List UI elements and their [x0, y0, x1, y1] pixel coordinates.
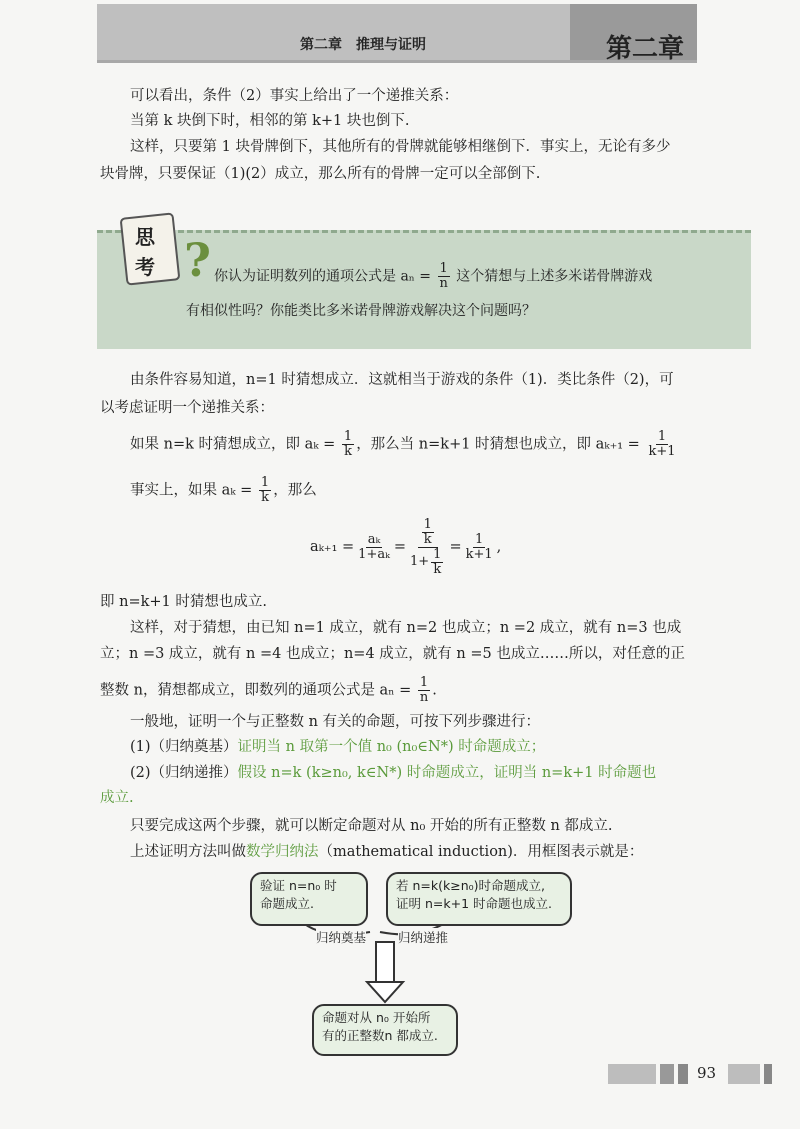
- frac-den: k+1: [648, 444, 676, 459]
- p8c-text: 整数 n，猜想都成立，即数列的通项公式是 aₙ =: [100, 682, 416, 699]
- think-line-1: [214, 262, 652, 291]
- fraction-1-over-n: [437, 262, 449, 291]
- paragraph-2: 当第 k 块倒下时，相邻的第 k+1 块也倒下.: [130, 113, 410, 129]
- frac-num: 1: [474, 531, 484, 547]
- think-text-1b: 这个猜想与上述多米诺骨牌游戏: [451, 268, 653, 285]
- page-number: 93: [697, 1064, 717, 1082]
- header-chapter: 第二章: [606, 34, 685, 64]
- fraction-1-over-k: [422, 518, 434, 547]
- footer-bar: [678, 1064, 688, 1084]
- box-step-line-2: 证明 n=k+1 时命题也成立.: [396, 896, 552, 911]
- paragraph-10: 只要完成这两个步骤，就可以断定命题对从 n₀ 开始的所有正整数 n 都成立.: [130, 818, 613, 834]
- box-conclusion-line-2: 有的正整数n 都成立.: [322, 1028, 438, 1043]
- one-plus: 1+: [409, 554, 430, 569]
- step-2-continued: 成立.: [100, 790, 134, 806]
- fraction-complex: [408, 518, 447, 577]
- frac-num: aₖ: [367, 531, 381, 547]
- p5-text-a: 如果 n=k 时猜想成立，即 aₖ =: [130, 436, 340, 453]
- term-mathematical-induction: 数学归纳法: [246, 844, 319, 860]
- fraction-1-over-k: [259, 476, 271, 505]
- footer-bar: [608, 1064, 656, 1084]
- paragraph-8b: 立；n =3 成立，就有 n =4 也成立；n=4 成立，就有 n =5 也成立……所以，对任意的正: [100, 646, 685, 662]
- comma: ,: [496, 539, 502, 555]
- fraction-1-over-k1: [464, 533, 495, 562]
- p11-text-a: 上述证明方法叫做: [130, 844, 246, 860]
- fraction-1-over-k: [342, 430, 354, 459]
- frac-num: 1: [419, 675, 429, 690]
- diagram-box-conclusion: [312, 1004, 458, 1056]
- step-2: [130, 763, 656, 783]
- frac-num: 1: [433, 546, 442, 562]
- paragraph-11: [130, 842, 643, 862]
- frac-den: 1+aₖ: [358, 546, 390, 562]
- diagram-label-step: 归纳递推: [398, 930, 449, 945]
- p6-text-a: 事实上，如果 aₖ =: [130, 482, 257, 499]
- footer-bar: [660, 1064, 674, 1084]
- box-step-line-1: 若 n=k(k≥n₀)时命题成立,: [396, 878, 545, 893]
- frac-den: k: [344, 444, 352, 459]
- box-base-line-2: 命题成立.: [260, 896, 314, 911]
- frac-num: 1: [423, 516, 432, 532]
- p11-text-b: （mathematical induction)．用框图表示就是：: [318, 844, 644, 860]
- svg-text:?: ?: [184, 233, 211, 287]
- step-2-text: 假设 n=k (k≥n₀, k∈N*) 时命题成立，证明当 n=k+1 时命题也: [237, 765, 657, 781]
- step-1-text: 证明当 n 取第一个值 n₀ (n₀∈N*) 时命题成立；: [237, 739, 546, 755]
- diagram-box-step: [386, 872, 572, 926]
- paragraph-9: 一般地，证明一个与正整数 n 有关的命题，可按下列步骤进行：: [130, 714, 541, 730]
- think-title: 思考: [135, 225, 155, 279]
- frac-den: [408, 548, 447, 577]
- frac-den: n: [439, 276, 448, 291]
- fraction-ak: [356, 533, 392, 562]
- paragraph-8a: 这样，对于猜想，由已知 n=1 成立，就有 n=2 也成立；n =2 成立，就有 n=3 也成: [130, 620, 682, 636]
- footer-bar: [728, 1064, 760, 1084]
- frac-den: k+1: [465, 546, 493, 562]
- p6-text-b: ，那么: [273, 482, 317, 499]
- frac-den: k: [261, 490, 269, 505]
- p5-text-b: ，那么当 n=k+1 时猜想也成立，即 aₖ₊₁ =: [356, 436, 645, 453]
- diagram-label-base: 归纳奠基: [316, 930, 367, 945]
- paragraph-7: 即 n=k+1 时猜想也成立.: [100, 594, 267, 610]
- fraction-1-over-k1: [646, 430, 677, 459]
- box-conclusion-line-1: 命题对从 n₀ 开始所: [322, 1010, 431, 1025]
- frac-num: 1: [343, 429, 353, 444]
- think-line-2: 有相似性吗？你能类比多米诺骨牌游戏解决这个问题吗？: [186, 303, 536, 319]
- box-base-line-1: 验证 n=n₀ 时: [260, 878, 337, 893]
- equals-sign: =: [449, 539, 462, 555]
- paragraph-3b: 块骨牌，只要保证（1)(2）成立，那么所有的骨牌一定可以全部倒下.: [100, 166, 541, 182]
- fraction-1-over-k: [431, 548, 443, 577]
- fraction-1-over-n: [418, 676, 430, 705]
- frac-num: 1: [260, 475, 270, 490]
- footer-bar: [764, 1064, 772, 1084]
- frac-den: n: [419, 690, 429, 705]
- paragraph-8c: 整数 n，猜想都成立，即数列的通项公式是 aₙ = $\frac{1}{n}$ .: [100, 675, 437, 705]
- frac-den: k: [423, 531, 432, 547]
- frac-num: 1: [439, 261, 448, 276]
- header-subtitle: 第二章 推理与证明: [300, 37, 426, 53]
- frac-num: 1: [657, 429, 667, 444]
- paragraph-3a: 这样，只要第 1 块骨牌倒下，其他所有的骨牌就能够相继倒下．事实上，无论有多少: [130, 139, 671, 155]
- paragraph-4b: 以考虑证明一个递推关系：: [100, 400, 274, 416]
- eq-left: aₖ₊₁ =: [310, 539, 355, 555]
- step-1-label: (1)（归纳奠基）: [130, 739, 238, 755]
- display-equation: [310, 512, 501, 582]
- step-2-label: (2)（归纳递推）: [130, 765, 238, 781]
- paragraph-6: [130, 476, 317, 505]
- frac-den: k: [433, 561, 442, 577]
- paragraph-1: 可以看出，条件（2）事实上给出了一个递推关系：: [130, 88, 459, 104]
- paragraph-4a: 由条件容易知道，n=1 时猜想成立．这就相当于游戏的条件（1)．类比条件（2)，可: [130, 372, 674, 388]
- equals-sign: =: [393, 539, 406, 555]
- paragraph-5: [130, 430, 679, 459]
- diagram-box-base: [250, 872, 368, 926]
- frac-num: [418, 518, 438, 548]
- think-text-1a: 你认为证明数列的通项公式是 aₙ =: [214, 268, 436, 285]
- step-1: [130, 737, 545, 757]
